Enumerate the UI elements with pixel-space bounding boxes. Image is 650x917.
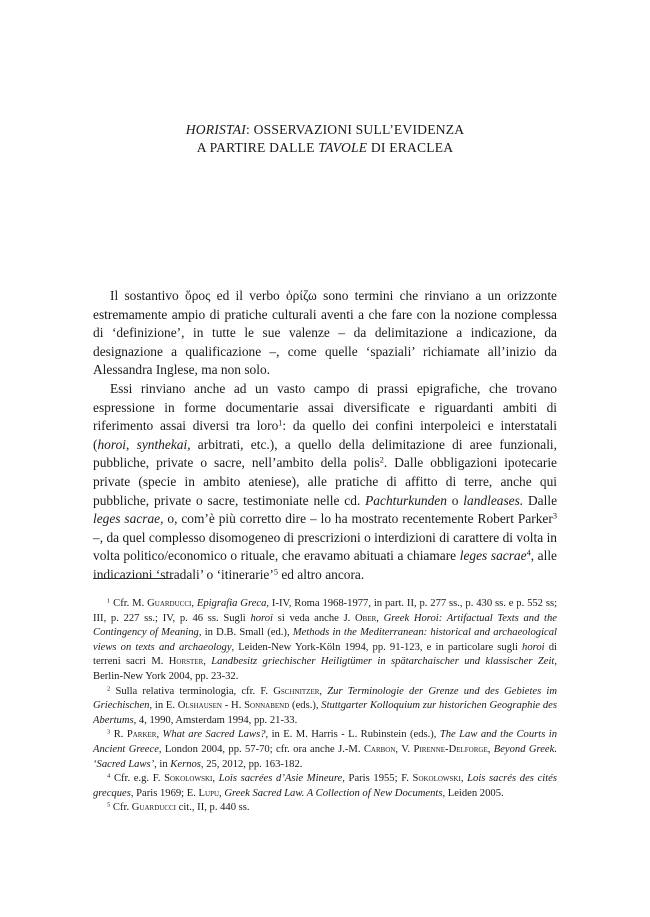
title-tavole: TAVOLE xyxy=(318,140,368,155)
body-text xyxy=(93,287,557,585)
footnote-1: $^1$ Cfr. M. Guarducci, Epigrafia Greca, I-IV, Roma 1968-1977, in part. II, p. 277 ss., p. 430 ss. e p. 552 ss; III, p. 227 ss.; IV, p. 46 ss. Sugli horoi si veda anche J. Ober, Greek Horoi: Artifactual Texts and the Contingency of Meaning, in D.B. Small (ed.), Methods in the Mediterranean: historical and archaeological views on texts and archaeology, Leiden-New York-Köln 1994, pp. 91-123, e in particolare sugli horoi di terreni sacri M. Horster, Landbesitz griechischer Heiligtümer in spätarchaischer und klassischer Zeit, Berlin-New York 2004, pp. 23-32. xyxy=(93,597,558,682)
footnote-2: $^2$ Sulla relativa terminologia, cfr. F. Gschnitzer, Zur Terminologie der Grenze und des Gebietes im Griechischen, in E. Olshausen - H. Sonnabend (eds.), Stuttgarter Kolloquium zur historichen Geographie des Abertums, 4, 1990, Amsterdam 1994, pp. 21-33. xyxy=(93,684,557,726)
paragraph-2: Essi rinviano anche ad un vasto campo di prassi epigrafiche, che trovano espressione in forme documentarie assai diversificate e riguardanti ambiti di riferimento assai diversi tra loro$^1$: da quello dei confini interpoleici e interstatali (horoi, synthekai, arbitrati, etc.), a quello della delimitazione di aree funzionali, pubbliche, private o sacre, nell’ambito della polis$^2$. Dalle obbligazioni ipotecarie private (specie in ambito ateniese), alle pratiche di affitto di terre, anche qui pubbliche, private o sacre, testimoniate nelle cd. Pachturkunden o landleases. Dalle leges sacrae, o, com’è più corretto dire – lo ha mostrato recentemente Robert Parker$^3$ –, da quel complesso disomogeneo di prescrizioni o interdizioni di carattere di volta in volta politico/economico o rituale, che eravamo abituati a chiamare leges sacrae$^4$, alle indicazioni ‘stradali’ o ‘itinerarie’$^5$ ed altro ancora. xyxy=(93,380,558,582)
footnotes xyxy=(93,597,557,816)
title-line-1: HORISTAI: OSSERVAZIONI SULL’EVIDENZA xyxy=(185,122,465,137)
footnote-4: $^4$ Cfr. e.g. F. Sokolowski, Lois sacrées d’Asie Mineure, Paris 1955; F. Sokolowski, Lois sacrés des cités grecques, Paris 1969; E. Lupu, Greek Sacred Law. A Collection of New Documents, Leiden 2005. xyxy=(93,772,557,799)
footnote-5: $^5$ Cfr. Guarducci cit., II, p. 440 ss. xyxy=(107,801,250,814)
footnote-ref-1[interactable]: 1 xyxy=(278,418,283,428)
footnote-ref-3[interactable]: 3 xyxy=(552,511,557,521)
article-title xyxy=(60,121,590,157)
footnote-separator xyxy=(93,578,173,579)
footnote-ref-2[interactable]: 2 xyxy=(379,455,384,465)
paragraph-1: Il sostantivo ὅρος ed il verbo ὁρίζω sono termini che rinviano a un orizzonte estremamente ampio di pratiche culturali aventi a che fare con la nozione complessa di ‘definizione’, in tutte le sue valenze – da delimitazione a indicazione, da designazione a qualificazione –, come quelle ‘spaziali’ richiamate all’inizio da Alessandra Inglese, ma non solo. xyxy=(93,288,557,378)
footnote-ref-4[interactable]: 4 xyxy=(526,548,531,558)
footnote-ref-5[interactable]: 5 xyxy=(273,567,278,577)
title-horistai: HORISTAI xyxy=(185,122,246,137)
title-line-2: A PARTIRE DALLE TAVOLE DI ERACLEA xyxy=(196,140,454,155)
footnote-3: $^3$ R. Parker, What are Sacred Laws?, in E. M. Harris - L. Rubinstein (eds.), The Law and the Courts in Ancient Greece, London 2004, pp. 57-70; cfr. ora anche J.-M. Carbon, V. Pirenne-Delforge, Beyond Greek. ‘Sacred Laws’, in Kernos, 25, 2012, pp. 163-182. xyxy=(93,728,557,770)
